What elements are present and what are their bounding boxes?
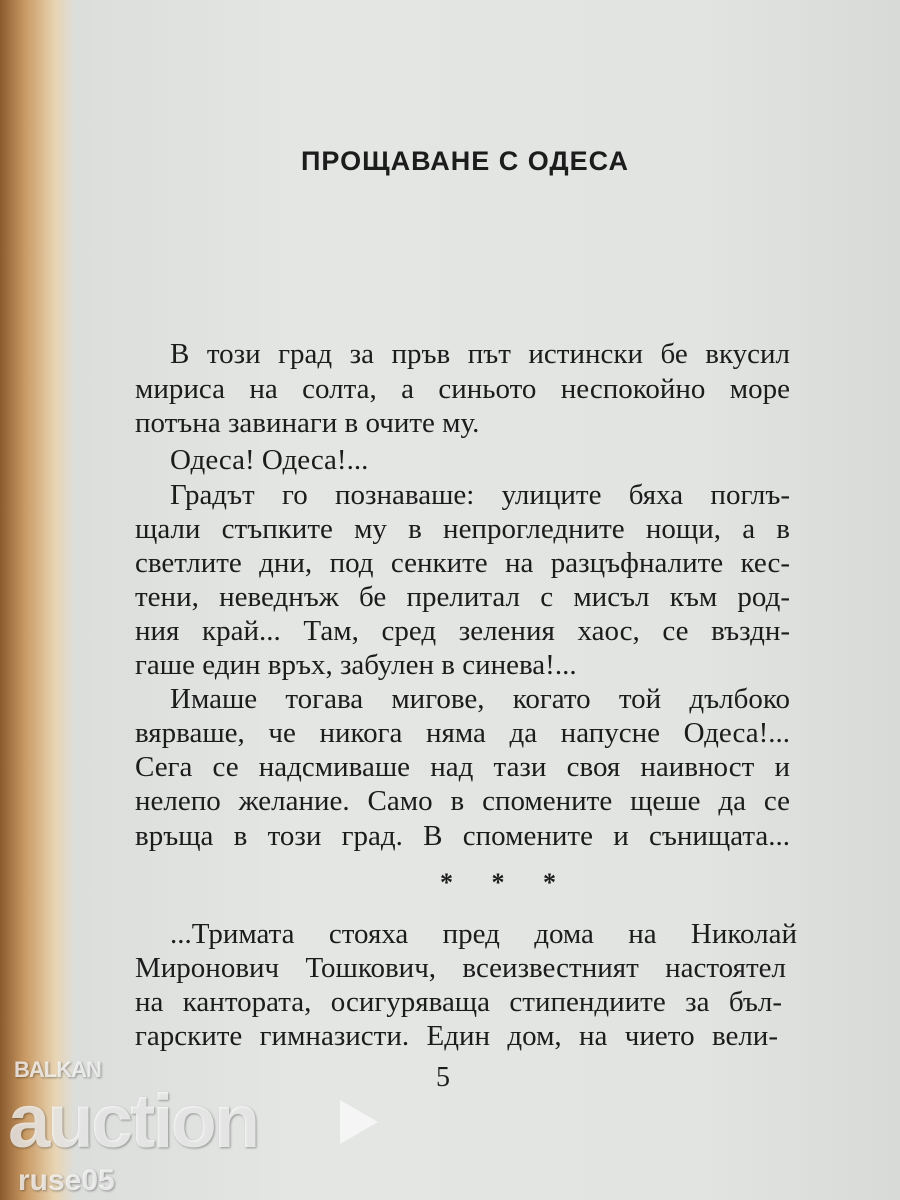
text-line: гарските гимназисти. Един дом, на чието вели- — [135, 1020, 778, 1052]
watermark-arrow-icon — [340, 1100, 378, 1144]
section-separator: * * * — [440, 868, 572, 897]
watermark-brand-top: BALKAN — [14, 1057, 101, 1082]
text-line: щали стъпките му в непрогледните нощи, а в — [135, 513, 790, 545]
text-line: Одеса! Одеса!... — [170, 444, 369, 476]
text-line: Имаше тогава мигове, когато той дълбоко — [170, 683, 790, 715]
text-line: ния край... Там, сред зеления хаос, се въздн- — [135, 615, 790, 647]
text-line: мириса на солта, а синьото неспокойно море — [135, 373, 790, 405]
watermark-brand-main: auction — [8, 1079, 258, 1164]
text-line: тени, неведнъж бе прелитал с мисъл към род- — [135, 581, 790, 613]
text-line: връща в този град. В спомените и сънищата... — [135, 820, 790, 852]
watermark-seller: ruse05 — [18, 1164, 115, 1197]
page-number: 5 — [436, 1062, 450, 1093]
text-line: Миронович Тошкович, всеизвестният настоятел — [135, 952, 786, 984]
text-line: ...Тримата стояха пред дома на Николай — [170, 918, 797, 950]
text-line: вярваше, че никога няма да напусне Одеса!... — [135, 717, 790, 749]
text-line: светлите дни, под сенките на разцъфналите кес- — [135, 547, 790, 579]
text-line: Градът го познаваше: улиците бяха поглъ- — [170, 479, 790, 511]
text-line: В този град за пръв път истински бе вкусил — [170, 338, 790, 370]
text-line: Сега се надсмиваше над тази своя наивност и — [135, 751, 790, 783]
text-line: на кантората, осигуряваща стипендиите за бъл- — [135, 986, 782, 1018]
text-line: гаше един връх, забулен в синева!... — [135, 649, 577, 681]
text-line: потъна завинаги в очите му. — [135, 407, 480, 439]
chapter-title: ПРОЩАВАНЕ С ОДЕСА — [301, 146, 629, 176]
text-line: нелепо желание. Само в спомените щеше да се — [135, 785, 790, 817]
